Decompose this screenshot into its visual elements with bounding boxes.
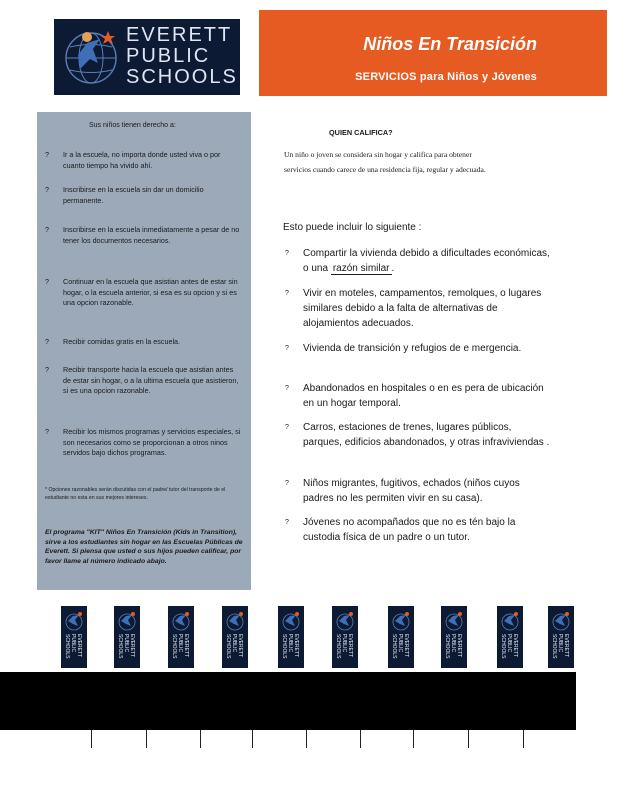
tearoff-divider xyxy=(468,730,469,748)
tearoff-logo-tag xyxy=(332,606,358,668)
rights-panel xyxy=(37,112,251,590)
qualify-item: ? Niños migrantes, fugitivos, echados (niños cuyos padres no les permiten vivir en su casa). xyxy=(285,478,520,504)
tearoff-logo-tag xyxy=(441,606,467,668)
qualify-item: ? Jóvenes no acompañados que no es tén bajo la custodia física de un padre o un tutor. xyxy=(285,517,516,543)
logo-text: EVERETT PUBLIC SCHOOLS xyxy=(126,24,238,88)
page-title: Niños En Transición xyxy=(363,34,537,54)
rights-heading: Sus niños tienen derecho a: xyxy=(89,122,176,129)
tearoff-divider xyxy=(146,730,147,748)
qualify-item: ? Abandonados en hospitales o en es pera de ubicación en un hogar temporal. xyxy=(285,383,544,409)
globe-icon xyxy=(389,610,413,632)
globe-icon xyxy=(60,25,122,87)
tearoff-logo-text: EVERETT PUBLIC SCHOOLS xyxy=(335,634,353,659)
rights-item: ? Recibir los mismos programas y servicios especiales, si son necesarios como se proporcionan a otros ninos servidos bajo dichos programas. xyxy=(45,427,241,457)
qualify-item: ? Carros, estaciones de trenes, lugares públicos, parques, edificios abandonados, y otras infraviviendas . xyxy=(285,422,550,448)
qualify-description: Un niño o joven se considera sin hogar y califica para obtener servicios cuando carece de una residencia fija, regular y adecuada. xyxy=(284,150,486,174)
globe-icon xyxy=(498,610,522,632)
tearoff-logo-text: EVERETT PUBLIC SCHOOLS xyxy=(225,634,243,659)
globe-icon xyxy=(549,610,573,632)
rights-item: ? Inscribirse en la escuela sin dar un domicilio permanente. xyxy=(45,185,204,205)
tearoff-logo-tag xyxy=(114,606,140,668)
tearoff-logo-tag xyxy=(388,606,414,668)
qualify-intro: Esto puede incluir lo siguiente : xyxy=(283,222,422,233)
qualify-item: ? Vivir en moteles, campamentos, remolques, o lugares similares debido a la falta de alternativas de alojamientos adecuados. xyxy=(285,288,542,329)
tearoff-divider xyxy=(413,730,414,748)
tearoff-divider xyxy=(200,730,201,748)
rights-item: ? Inscribirse en la escuela inmediatamente a pesar de no tener los documentos necesarios. xyxy=(45,225,240,245)
globe-icon xyxy=(223,610,247,632)
globe-icon xyxy=(279,610,303,632)
tearoff-divider xyxy=(306,730,307,748)
globe-icon xyxy=(62,610,86,632)
district-logo xyxy=(54,19,240,95)
globe-icon xyxy=(169,610,193,632)
tearoff-logo-text: EVERETT PUBLIC SCHOOLS xyxy=(551,634,569,659)
globe-icon xyxy=(115,610,139,632)
tearoff-divider xyxy=(252,730,253,748)
tearoff-logo-text: EVERETT PUBLIC SCHOOLS xyxy=(444,634,462,659)
tearoff-logo-text: EVERETT PUBLIC SCHOOLS xyxy=(117,634,135,659)
tearoff-divider xyxy=(523,730,524,748)
tearoff-logo-tag xyxy=(168,606,194,668)
tearoff-logo-text: EVERETT PUBLIC SCHOOLS xyxy=(64,634,82,659)
tearoff-logo-tag xyxy=(222,606,248,668)
rights-item: ? Ir a la escuela, no importa donde usted viva o por cuanto tiempo ha vivido ahí. xyxy=(45,150,221,170)
tearoff-strip xyxy=(0,672,576,730)
tearoff-logo-tag xyxy=(497,606,523,668)
tearoff-logo-text: EVERETT PUBLIC SCHOOLS xyxy=(281,634,299,659)
qualify-heading: QUIEN CALIFICA? xyxy=(329,128,393,137)
globe-icon xyxy=(333,610,357,632)
qualify-item: ? Vivienda de transición y refugios de e mergencia. xyxy=(285,343,522,354)
qualify-item: ? Compartir la vivienda debido a dificultades económicas, o una razón similar . xyxy=(285,248,550,274)
tearoff-logo-text: EVERETT PUBLIC SCHOOLS xyxy=(391,634,409,659)
tearoff-logo-tag xyxy=(278,606,304,668)
program-description: El programa "KIT" Niños En Transición (Kids in Transition), sirve a los estudiantes sin hogar en las Escuelas Públicas de Everett. Si piensa que usted o sus hijos pueden calificar, por favor llame al número indicado abajo. xyxy=(45,529,243,565)
globe-icon xyxy=(442,610,466,632)
rights-item: ? Continuar en la escuela que asistian antes de estar sin hogar, o la escuela anterior, si esa es su opcion y si es una opcion razonable. xyxy=(45,277,238,307)
rights-footnote: * Opciones razonables serán discutidas con el padre/ tutor del transporte de el estudiante no esta en sus mejores intereses. xyxy=(45,487,226,501)
tearoff-logo-tag xyxy=(548,606,574,668)
tearoff-logo-text: EVERETT PUBLIC SCHOOLS xyxy=(171,634,189,659)
page-subtitle: SERVICIOS para Niños y Jóvenes xyxy=(355,71,537,83)
title-banner xyxy=(259,10,607,96)
rights-item: ? Recibir transporte hacia la escuela que asistian antes de estar sin hogar, o a la ultima escuela que asistieron, si es una opcion razonable. xyxy=(45,365,239,395)
rights-item: ? Recibir comidas gratis en la escuela. xyxy=(45,337,181,346)
tearoff-divider xyxy=(91,730,92,748)
tearoff-logo-text: EVERETT PUBLIC SCHOOLS xyxy=(500,634,518,659)
tearoff-divider xyxy=(360,730,361,748)
tearoff-logo-tag xyxy=(61,606,87,668)
